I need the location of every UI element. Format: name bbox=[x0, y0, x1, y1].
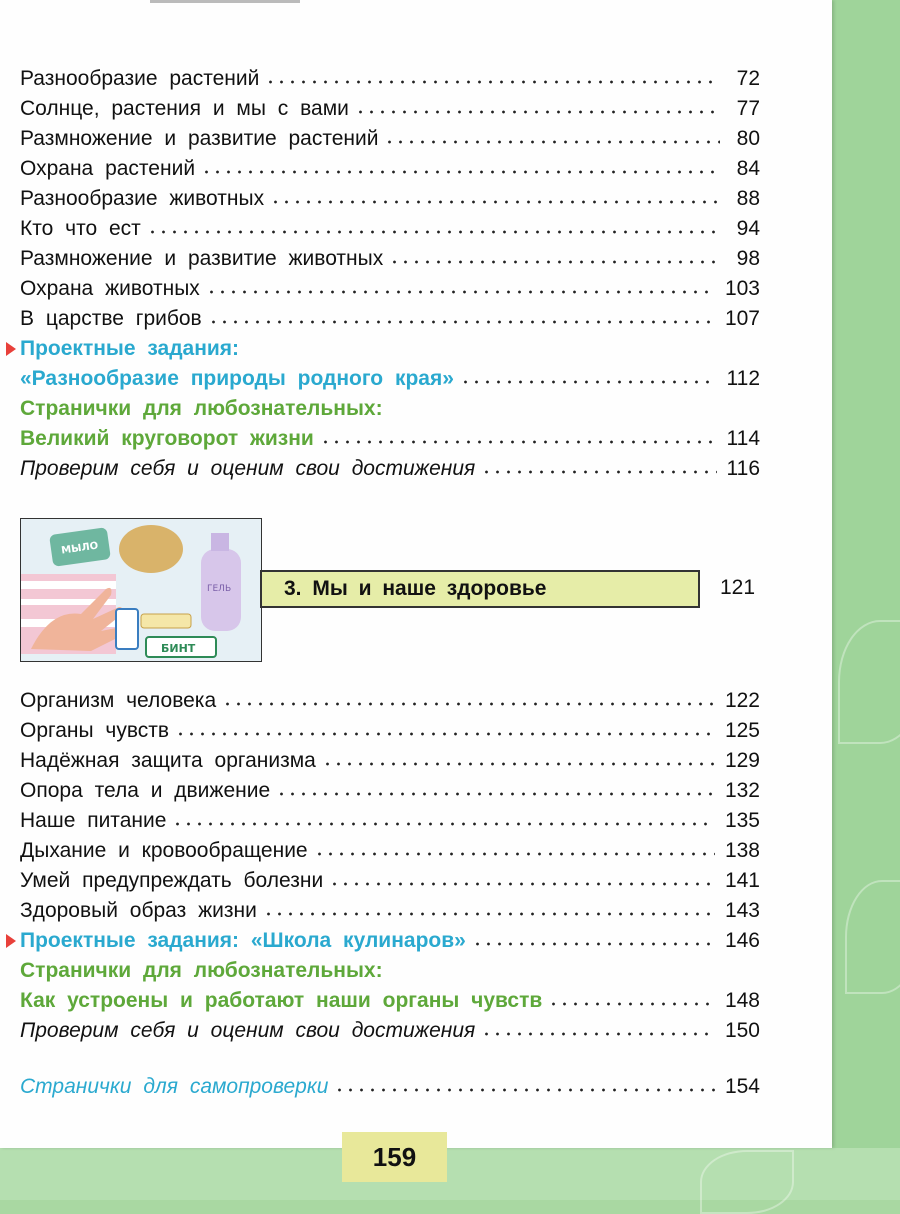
toc-entry-title: Дыхание и кровообращение bbox=[20, 839, 314, 863]
toc-entry[interactable] bbox=[20, 923, 760, 953]
dot-leader bbox=[329, 881, 715, 887]
section3-page: 121 bbox=[720, 576, 756, 599]
toc-entry-page: 116 bbox=[726, 457, 760, 480]
dot-leader bbox=[263, 911, 715, 917]
toc-entry-page: 98 bbox=[736, 247, 760, 270]
section-marker-icon bbox=[6, 934, 16, 948]
svg-text:МЫЛО: МЫЛО bbox=[60, 540, 99, 557]
toc-entry[interactable] bbox=[20, 451, 760, 481]
dot-leader bbox=[147, 229, 720, 235]
toc-entry-title: Великий круговорот жизни bbox=[20, 427, 320, 451]
toc-entry-page: 114 bbox=[726, 427, 760, 450]
toc-entry[interactable] bbox=[20, 181, 760, 211]
toc-entry[interactable] bbox=[20, 803, 760, 833]
toc-entry-title: Здоровый образ жизни bbox=[20, 899, 263, 923]
toc-entry-page: 80 bbox=[736, 127, 760, 150]
bandage-icon bbox=[146, 637, 216, 657]
toc-entry[interactable] bbox=[20, 301, 760, 331]
section-marker-icon bbox=[6, 342, 16, 356]
toc-entry[interactable] bbox=[20, 421, 760, 451]
dot-leader bbox=[481, 1031, 715, 1037]
dot-leader bbox=[320, 439, 717, 445]
section3-heading: 3. Мы и наше здоровье bbox=[260, 570, 700, 608]
toc-entry[interactable] bbox=[20, 1069, 760, 1099]
toc-entry-page: 88 bbox=[736, 187, 760, 210]
toc-entry[interactable] bbox=[20, 391, 760, 421]
toc-entry[interactable] bbox=[20, 683, 760, 713]
toc-entry-page: 150 bbox=[724, 1019, 760, 1042]
toc-entry[interactable] bbox=[20, 241, 760, 271]
toc-entry-title: Организм человека bbox=[20, 689, 222, 713]
toc-entry-title: Как устроены и работают наши органы чувств bbox=[20, 989, 548, 1013]
toc-entry-title: «Разнообразие природы родного края» bbox=[20, 367, 460, 391]
toc-entry[interactable] bbox=[20, 91, 760, 121]
toc-entry-title: Кто что ест bbox=[20, 217, 147, 241]
dot-leader bbox=[314, 851, 715, 857]
top-rule bbox=[150, 0, 300, 3]
toc-entry-title: Разнообразие растений bbox=[20, 67, 265, 91]
toc-entry[interactable] bbox=[20, 953, 760, 983]
dot-leader bbox=[206, 289, 715, 295]
toc-entry[interactable] bbox=[20, 983, 760, 1013]
toc-entry[interactable] bbox=[20, 61, 760, 91]
toc-entry-page: 146 bbox=[724, 929, 760, 952]
toc-entry-page: 72 bbox=[736, 67, 760, 90]
toc-entry-page: 138 bbox=[724, 839, 760, 862]
toc-entry[interactable] bbox=[20, 1013, 760, 1043]
toc-entry-page: 148 bbox=[724, 989, 760, 1012]
dot-leader bbox=[389, 259, 720, 265]
toc-entry[interactable] bbox=[20, 211, 760, 241]
toc-entry-page: 125 bbox=[724, 719, 760, 742]
dot-leader bbox=[175, 731, 715, 737]
dot-leader bbox=[384, 139, 720, 145]
dot-leader bbox=[208, 319, 715, 325]
toc-entry[interactable] bbox=[20, 833, 760, 863]
dot-leader bbox=[265, 79, 720, 85]
toc-entry-title: Наше питание bbox=[20, 809, 172, 833]
toc-entry-page: 132 bbox=[724, 779, 760, 802]
sponge-icon bbox=[119, 525, 183, 573]
toc-entry-title: Разнообразие животных bbox=[20, 187, 270, 211]
toc-entry-page: 135 bbox=[724, 809, 760, 832]
dot-leader bbox=[270, 199, 720, 205]
toc-entry[interactable] bbox=[20, 331, 760, 361]
dot-leader bbox=[548, 1001, 715, 1007]
dot-leader bbox=[334, 1087, 715, 1093]
svg-text:БИНТ: БИНТ bbox=[161, 642, 196, 655]
toc-entry-page: 77 bbox=[736, 97, 760, 120]
toc-entry[interactable] bbox=[20, 151, 760, 181]
toc-entry-title: Проектные задания: bbox=[20, 337, 245, 361]
toc-entry-title: В царстве грибов bbox=[20, 307, 208, 331]
dot-leader bbox=[222, 701, 715, 707]
toc-entry[interactable] bbox=[20, 893, 760, 923]
toc-entry-title: Странички для самопроверки bbox=[20, 1075, 334, 1099]
toc-entry-page: 143 bbox=[724, 899, 760, 922]
toc-entry-page: 107 bbox=[724, 307, 760, 330]
toc-entry[interactable] bbox=[20, 713, 760, 743]
toc-entry-page: 103 bbox=[724, 277, 760, 300]
toc-entry-page: 84 bbox=[736, 157, 760, 180]
section-illustration bbox=[20, 518, 262, 662]
toc-entry-page: 154 bbox=[724, 1075, 760, 1098]
toc-entry[interactable] bbox=[20, 361, 760, 391]
toc-entry[interactable] bbox=[20, 271, 760, 301]
dot-leader bbox=[481, 469, 716, 475]
dot-leader bbox=[460, 379, 717, 385]
background-green bbox=[830, 0, 900, 1200]
toc-entry-title: Охрана растений bbox=[20, 157, 201, 181]
toc-entry-title: Надёжная защита организма bbox=[20, 749, 322, 773]
toc-entry-title: Размножение и развитие животных bbox=[20, 247, 389, 271]
dot-leader bbox=[472, 941, 715, 947]
toc-entry-title: Органы чувств bbox=[20, 719, 175, 743]
toc-entry-title: Проверим себя и оценим свои достижения bbox=[20, 457, 481, 481]
dot-leader bbox=[322, 761, 715, 767]
toc-entry-title: Охрана животных bbox=[20, 277, 206, 301]
toc-entry[interactable] bbox=[20, 743, 760, 773]
toc-entry[interactable] bbox=[20, 121, 760, 151]
page-number: 159 bbox=[342, 1132, 447, 1182]
toc-entry-page: 122 bbox=[724, 689, 760, 712]
svg-text:ГЕЛЬ: ГЕЛЬ bbox=[207, 584, 232, 594]
toc-entry-title: Размножение и развитие растений bbox=[20, 127, 384, 151]
toc-entry-title: Проектные задания: «Школа кулинаров» bbox=[20, 929, 472, 953]
dot-leader bbox=[355, 109, 720, 115]
toc-entry[interactable] bbox=[20, 773, 760, 803]
toc-entry-page: 94 bbox=[736, 217, 760, 240]
toc-entry-title: Странички для любознательных: bbox=[20, 959, 389, 983]
toc-entry-title: Опора тела и движение bbox=[20, 779, 276, 803]
toc-entry[interactable] bbox=[20, 863, 760, 893]
dot-leader bbox=[276, 791, 715, 797]
toc-entry-title: Умей предупреждать болезни bbox=[20, 869, 329, 893]
toc-entry-page: 129 bbox=[724, 749, 760, 772]
toc-entry-title: Проверим себя и оценим свои достижения bbox=[20, 1019, 481, 1043]
toc-entry-title: Солнце, растения и мы с вами bbox=[20, 97, 355, 121]
toc-entry-page: 112 bbox=[726, 367, 760, 390]
toc-entry-page: 141 bbox=[724, 869, 760, 892]
toc-entry-title: Странички для любознательных: bbox=[20, 397, 389, 421]
dot-leader bbox=[201, 169, 720, 175]
dot-leader bbox=[172, 821, 715, 827]
leaf-decoration bbox=[700, 1150, 794, 1214]
